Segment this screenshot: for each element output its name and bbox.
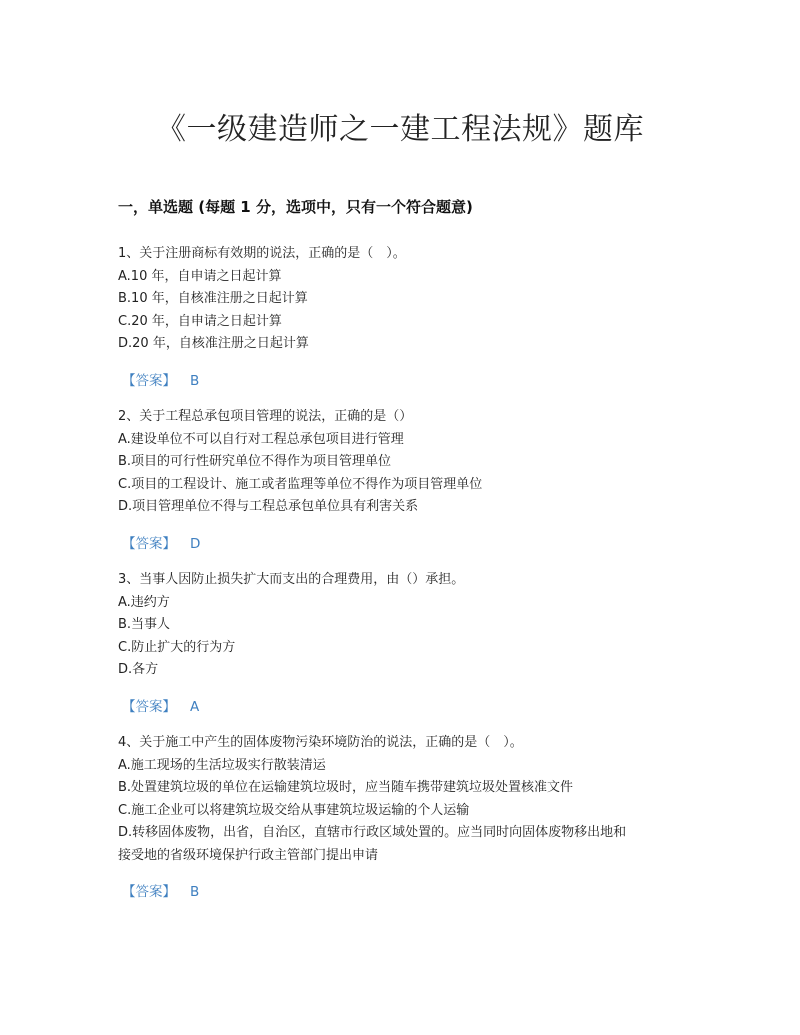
question-option: C.防止扩大的行为方 <box>118 639 236 655</box>
answer-label: 【答案】 <box>122 372 176 389</box>
question-option: A.违约方 <box>118 594 170 610</box>
document-title: 《一级建造师之一建工程法规》题库 <box>156 112 644 147</box>
question-option: A.施工现场的生活垃圾实行散装清运 <box>118 757 326 773</box>
question-list <box>118 243 688 917</box>
question-item <box>118 732 688 904</box>
question-option: D.20 年，自核准注册之日起计算 <box>118 336 309 352</box>
question-option: A.建设单位不可以自行对工程总承包项目进行管理 <box>118 431 404 447</box>
question-item <box>118 406 688 555</box>
answer-label: 【答案】 <box>122 698 176 715</box>
question-option: B.当事人 <box>118 617 171 633</box>
question-option: D.项目管理单位不得与工程总承包单位具有利害关系 <box>118 499 419 515</box>
answer-label: 【答案】 <box>122 884 176 901</box>
question-option: A.10 年，自申请之日起计算 <box>118 268 282 284</box>
question-option: 接受地的省级环境保护行政主管部门提出申请 <box>118 847 379 863</box>
question-item <box>118 243 688 392</box>
answer-row <box>118 696 688 718</box>
answer-value: D <box>190 535 201 552</box>
answer-row <box>118 533 688 555</box>
question-option: B.处置建筑垃圾的单位在运输建筑垃圾时，应当随车携带建筑垃圾处置核准文件 <box>118 780 574 796</box>
question-option: C.项目的工程设计、施工或者监理等单位不得作为项目管理单位 <box>118 476 483 492</box>
answer-label: 【答案】 <box>122 535 176 552</box>
section-heading: 一，单选题 (每题 1 分，选项中，只有一个符合题意) <box>118 198 473 216</box>
question-option: D.各方 <box>118 662 159 678</box>
answer-value: B <box>190 372 200 389</box>
question-stem: 4、关于施工中产生的固体废物污染环境防治的说法，正确的是（ ）。 <box>118 734 523 750</box>
question-option: B.项目的可行性研究单位不得作为项目管理单位 <box>118 454 392 470</box>
question-option: C.20 年，自申请之日起计算 <box>118 313 282 329</box>
answer-value: A <box>190 698 200 715</box>
answer-value: B <box>190 884 200 901</box>
answer-row <box>118 881 688 903</box>
question-option: D.转移固体废物，出省，自治区，直辖市行政区域处置的。应当同时向固体废物移出地和 <box>118 825 627 841</box>
answer-row <box>118 370 688 392</box>
question-option: B.10 年，自核准注册之日起计算 <box>118 291 308 307</box>
question-stem: 2、关于工程总承包项目管理的说法，正确的是（） <box>118 408 413 424</box>
question-item <box>118 569 688 718</box>
question-stem: 1、关于注册商标有效期的说法，正确的是（ ）。 <box>118 246 406 261</box>
question-option: C.施工企业可以将建筑垃圾交给从事建筑垃圾运输的个人运输 <box>118 802 470 818</box>
question-stem: 3、当事人因防止损失扩大而支出的合理费用，由（）承担。 <box>118 571 465 587</box>
